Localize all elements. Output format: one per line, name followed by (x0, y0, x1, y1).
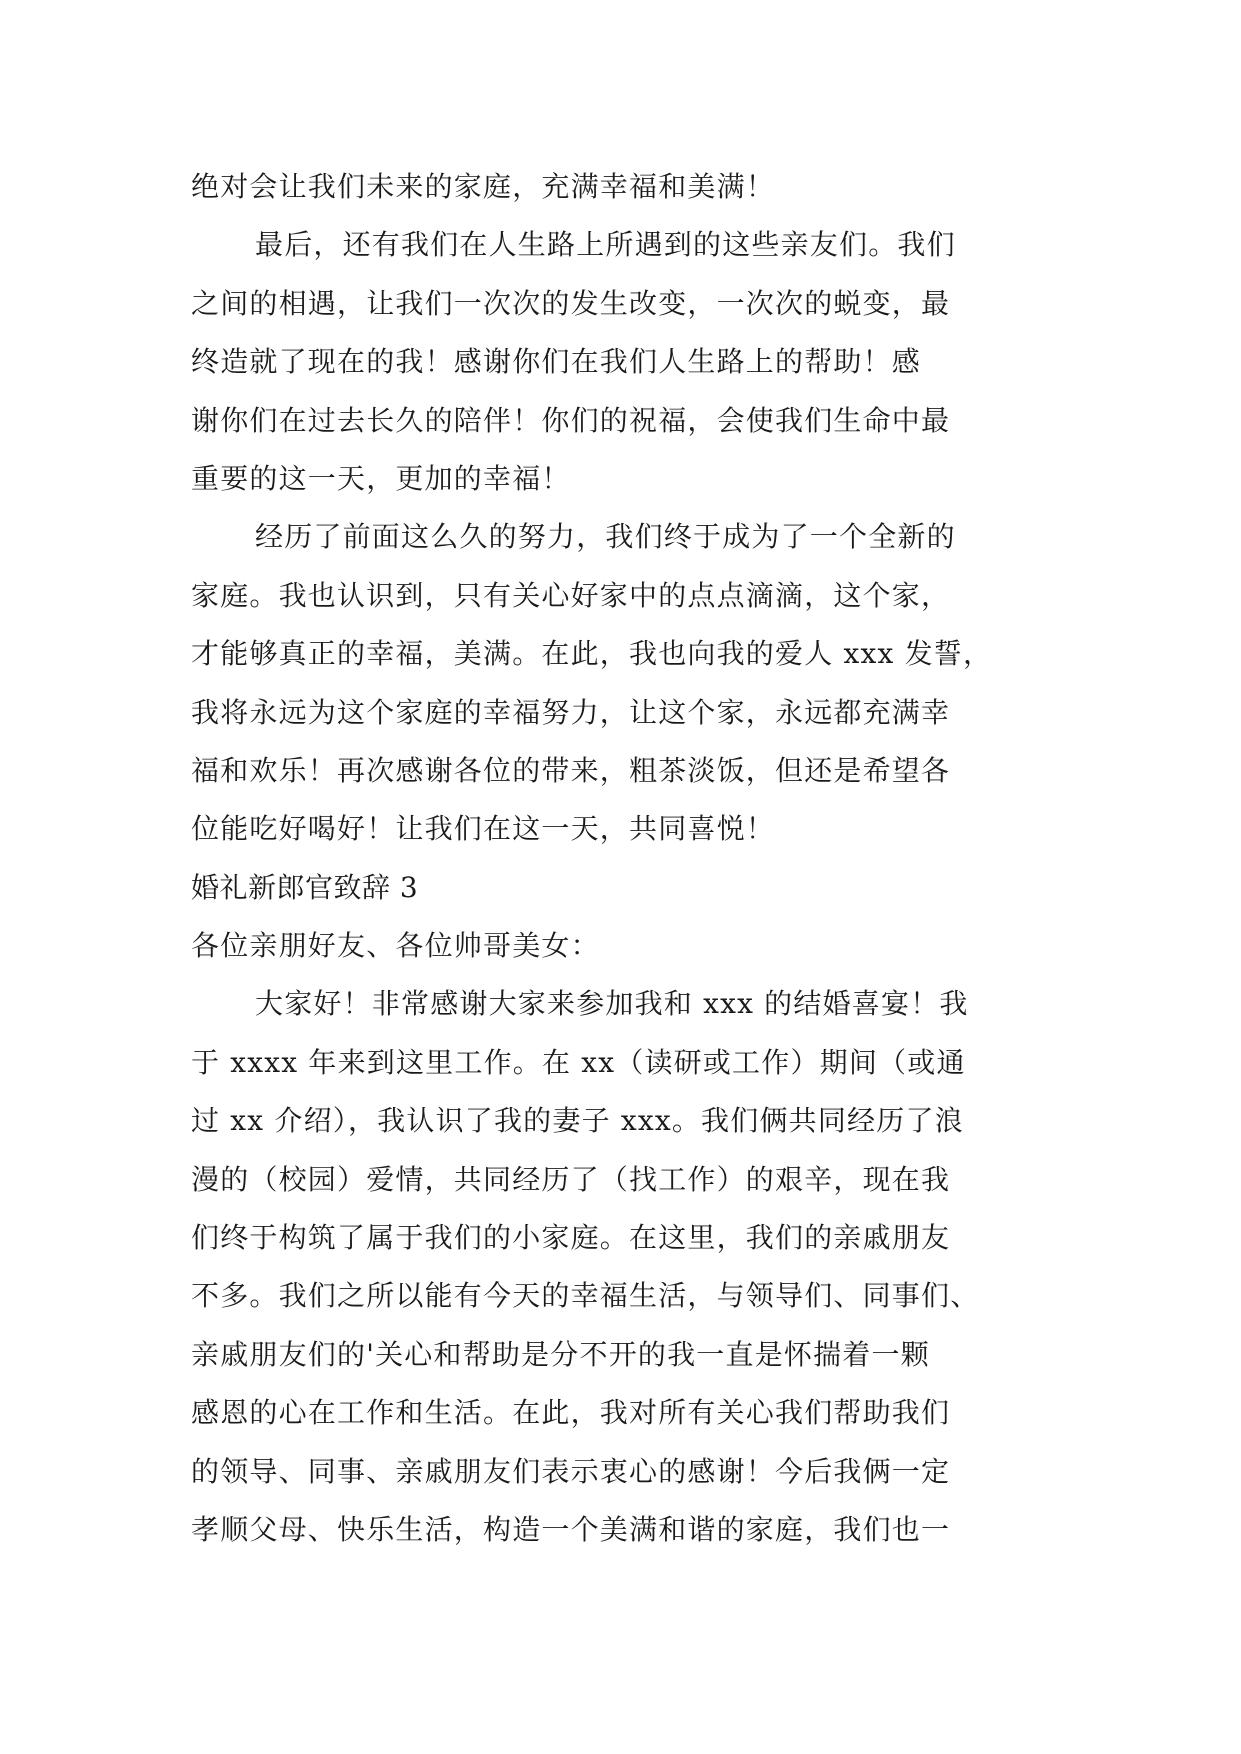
text-line: 我将永远为这个家庭的幸福努力，让这个家，永远都充满幸 (191, 695, 951, 729)
section-heading: 婚礼新郎官致辞 3 (191, 870, 419, 904)
text-line: 亲戚朋友们的'关心和帮助是分不开的我一直是怀揣着一颗 (191, 1337, 930, 1371)
text-line: 谢你们在过去长久的陪伴！你们的祝福，会使我们生命中最 (191, 403, 951, 437)
text-line: 终造就了现在的我！感谢你们在我们人生路上的帮助！感 (191, 345, 922, 379)
text-line: 家庭。我也认识到，只有关心好家中的点点滴滴，这个家， (191, 578, 951, 612)
text-line: 之间的相遇，让我们一次次的发生改变，一次次的蜕变，最 (191, 286, 951, 320)
paragraph-start-line: 最后，还有我们在人生路上所遇到的这些亲友们。我们 (255, 228, 956, 262)
text-line: 们终于构筑了属于我们的小家庭。在这里，我们的亲戚朋友 (191, 1221, 951, 1255)
document-body (191, 158, 1061, 1559)
text-line: 孝顺父母、快乐生活，构造一个美满和谐的家庭，我们也一 (191, 1512, 951, 1546)
text-line: 重要的这一天，更加的幸福！ (191, 461, 571, 495)
paragraph-start-line: 经历了前面这么久的努力，我们终于成为了一个全新的 (255, 520, 956, 554)
text-line: 才能够真正的幸福，美满。在此，我也向我的爱人 xxx 发誓， (191, 637, 993, 671)
text-line: 漫的（校园）爱情，共同经历了（找工作）的艰辛，现在我 (191, 1162, 951, 1196)
text-line: 不多。我们之所以能有今天的幸福生活，与领导们、同事们、 (191, 1279, 980, 1313)
text-line: 绝对会让我们未来的家庭，充满幸福和美满！ (191, 170, 776, 203)
text-line: 位能吃好喝好！让我们在这一天，共同喜悦！ (191, 812, 776, 846)
text-line: 过 xx 介绍），我认识了我的妻子 xxx。我们俩共同经历了浪 (191, 1104, 964, 1138)
salutation-line: 各位亲朋好友、各位帅哥美女： (191, 929, 600, 963)
text-line: 的领导、同事、亲戚朋友们表示衷心的感谢！今后我俩一定 (191, 1454, 951, 1488)
text-line: 感恩的心在工作和生活。在此，我对所有关心我们帮助我们 (191, 1396, 951, 1430)
text-line: 福和欢乐！再次感谢各位的带来，粗茶淡饭，但还是希望各 (191, 753, 951, 787)
paragraph-start-line: 大家好！非常感谢大家来参加我和 xxx 的结婚喜宴！我 (255, 987, 969, 1021)
text-line: 于 xxxx 年来到这里工作。在 xx（读研或工作）期间（或通 (191, 1045, 966, 1079)
